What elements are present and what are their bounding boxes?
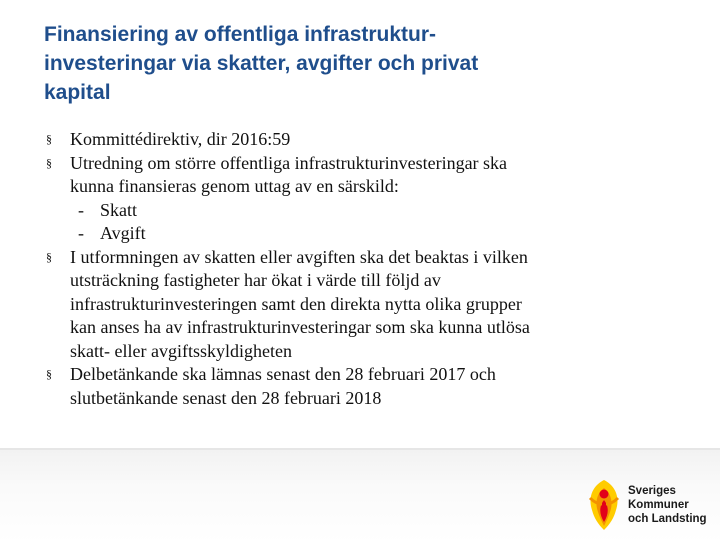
logo-head <box>600 490 609 499</box>
sub-bullet-text: Avgift <box>100 223 146 243</box>
slide-title <box>44 20 684 107</box>
bullet-marker: § <box>46 132 52 146</box>
bullet-item <box>46 363 686 410</box>
sub-bullet-marker: - <box>78 223 84 243</box>
bullet-text: Delbetänkande ska lämnas senast den 28 februari 2017 och <box>70 364 496 384</box>
bullet-text: Utredning om större offentliga infrastrukturinvesteringar ska <box>70 152 508 173</box>
title-line-3: kapital <box>44 81 111 104</box>
logo-line-1: Sveriges <box>628 485 676 497</box>
bullet-text: I utformningen av skatten eller avgiften ska det beaktas i vilken <box>70 246 528 267</box>
bullet-list <box>46 128 686 410</box>
bullet-item <box>46 152 686 199</box>
bullet-text: infrastrukturinvesteringen samt den direkta nytta olika grupper <box>70 293 522 314</box>
skl-logo <box>584 476 714 536</box>
bullet-marker: § <box>46 367 52 381</box>
logo-line-2: Kommuner <box>628 499 689 511</box>
bullet-item <box>46 246 686 364</box>
bullet-text: kunna finansieras genom uttag av en särskild: <box>70 176 399 196</box>
title-line-2: investeringar via skatter, avgifter och privat <box>44 52 479 75</box>
title-line-1: Finansiering av offentliga infrastruktur- <box>44 23 437 46</box>
logo-wordmark <box>628 484 707 526</box>
bullet-marker: § <box>46 249 52 264</box>
sub-bullet-list <box>46 199 686 246</box>
bullet-text: kan anses ha av infrastrukturinvesteringar som ska kunna utlösa <box>70 317 530 337</box>
sub-bullet-item <box>46 222 686 246</box>
bullet-text: Kommittédirektiv, dir 2016:59 <box>70 129 291 149</box>
sub-bullet-item <box>46 199 686 223</box>
bullet-text: utsträckning fastigheter har ökat i värde till följd av <box>70 270 441 290</box>
bullet-item <box>46 128 686 152</box>
bullet-text: slutbetänkande senast den 28 februari 2018 <box>70 387 382 408</box>
logo-line-3: och Landsting <box>628 513 707 525</box>
bullet-marker: § <box>46 155 52 170</box>
skl-flame-figure-icon <box>584 476 624 534</box>
sub-bullet-marker: - <box>78 199 84 220</box>
sub-bullet-text: Skatt <box>100 199 138 220</box>
bullet-text: skatt- eller avgiftsskyldigheten <box>70 340 292 361</box>
